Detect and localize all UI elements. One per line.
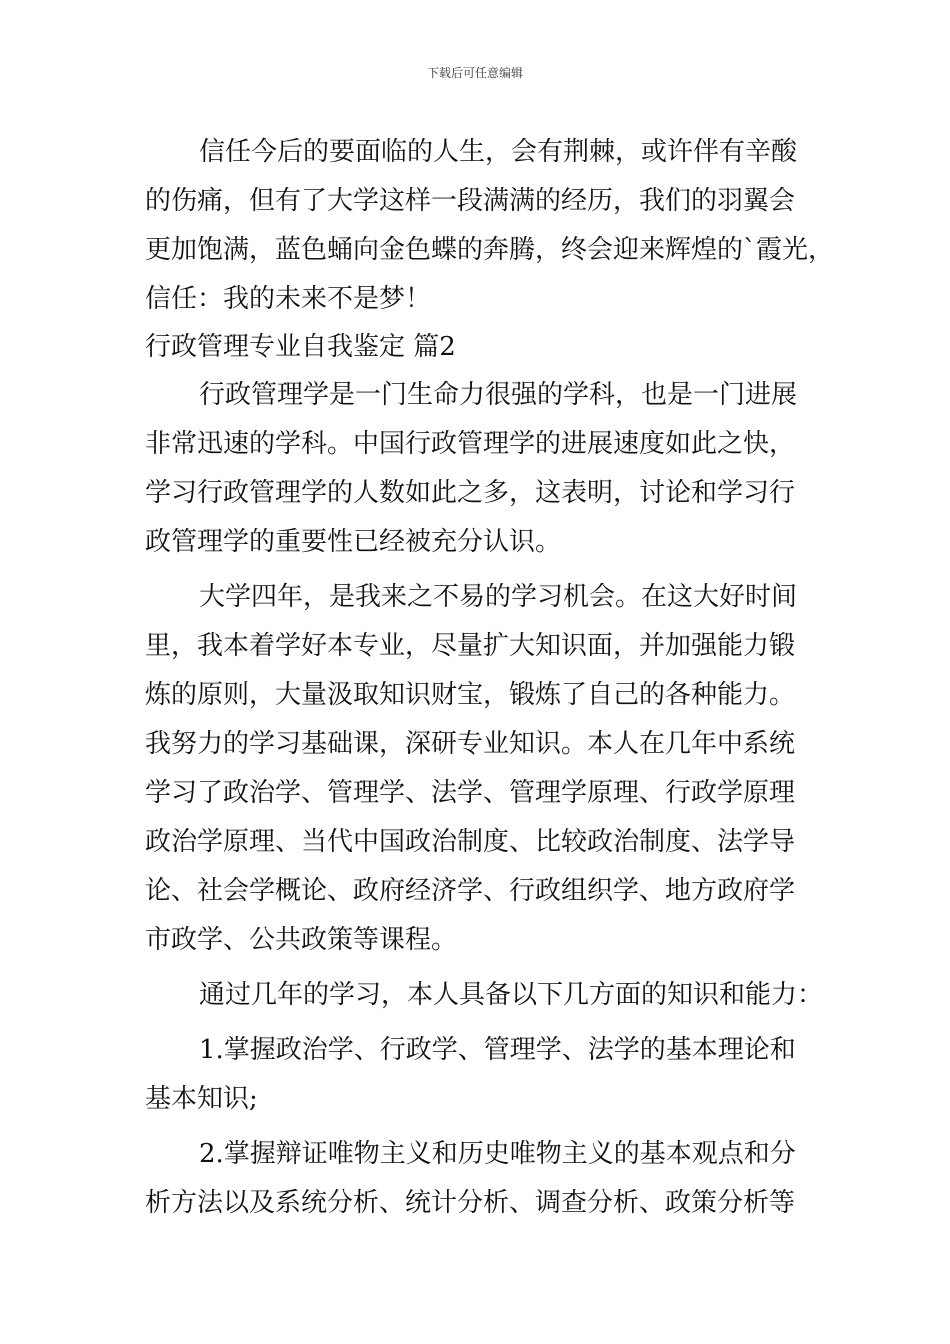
- section-title: 行政管理专业自我鉴定 篇2: [145, 332, 456, 362]
- text-line: 2.掌握辩证唯物主义和历史唯物主义的基本观点和分: [199, 1139, 796, 1169]
- text-line: 行政管理学是一门生命力很强的学科，也是一门进展: [199, 380, 798, 410]
- text-line: 通过几年的学习，本人具备以下几方面的知识和能力：: [199, 980, 824, 1010]
- text-line: 政管理学的重要性已经被充分认识。: [145, 527, 562, 557]
- page-header: 下载后可任意编辑: [426, 66, 523, 80]
- text-line: 市政学、公共政策等课程。: [145, 925, 458, 955]
- text-line: 政治学原理、当代中国政治制度、比较政治制度、法学导: [145, 827, 796, 857]
- text-line: 大学四年，是我来之不易的学习机会。在这大好时间: [199, 582, 798, 612]
- paragraph: [145, 1130, 820, 1228]
- text-line: 的伤痛，但有了大学这样一段满满的经历，我们的羽翼会: [145, 186, 796, 216]
- text-line: 非常迅速的学科。中国行政管理学的进展速度如此之快，: [145, 429, 796, 459]
- paragraph: [145, 1026, 820, 1124]
- paragraph: [145, 371, 820, 567]
- text-line: 炼的原则，大量汲取知识财宝，锻炼了自己的各种能力。: [145, 680, 796, 710]
- paragraph: [145, 573, 820, 965]
- text-line: 1.掌握政治学、行政学、管理学、法学的基本理论和: [199, 1035, 796, 1065]
- text-line: 更加饱满，蓝色蛹向金色蝶的奔腾，终会迎来辉煌的`霞光，: [145, 235, 835, 265]
- text-line: 学习行政管理学的人数如此之多，这表明，讨论和学习行: [145, 478, 796, 508]
- text-line: 基本知识;: [145, 1084, 258, 1114]
- text-line: 信任今后的要面临的人生，会有荆棘，或许伴有辛酸: [199, 137, 798, 167]
- document-body: [145, 128, 835, 1228]
- text-line: 信任：我的未来不是梦！: [145, 284, 432, 314]
- text-line: 里，我本着学好本专业，尽量扩大知识面，并加强能力锻: [145, 631, 796, 661]
- text-line: 学习了政治学、管理学、法学、管理学原理、行政学原理: [145, 778, 796, 808]
- text-line: 我努力的学习基础课，深研专业知识。本人在几年中系统: [145, 729, 796, 759]
- paragraph: [145, 971, 824, 1020]
- text-line: 论、社会学概论、政府经济学、行政组织学、地方政府学: [145, 876, 796, 906]
- text-line: 析方法以及系统分析、统计分析、调查分析、政策分析等: [145, 1188, 796, 1218]
- paragraph: [145, 128, 835, 324]
